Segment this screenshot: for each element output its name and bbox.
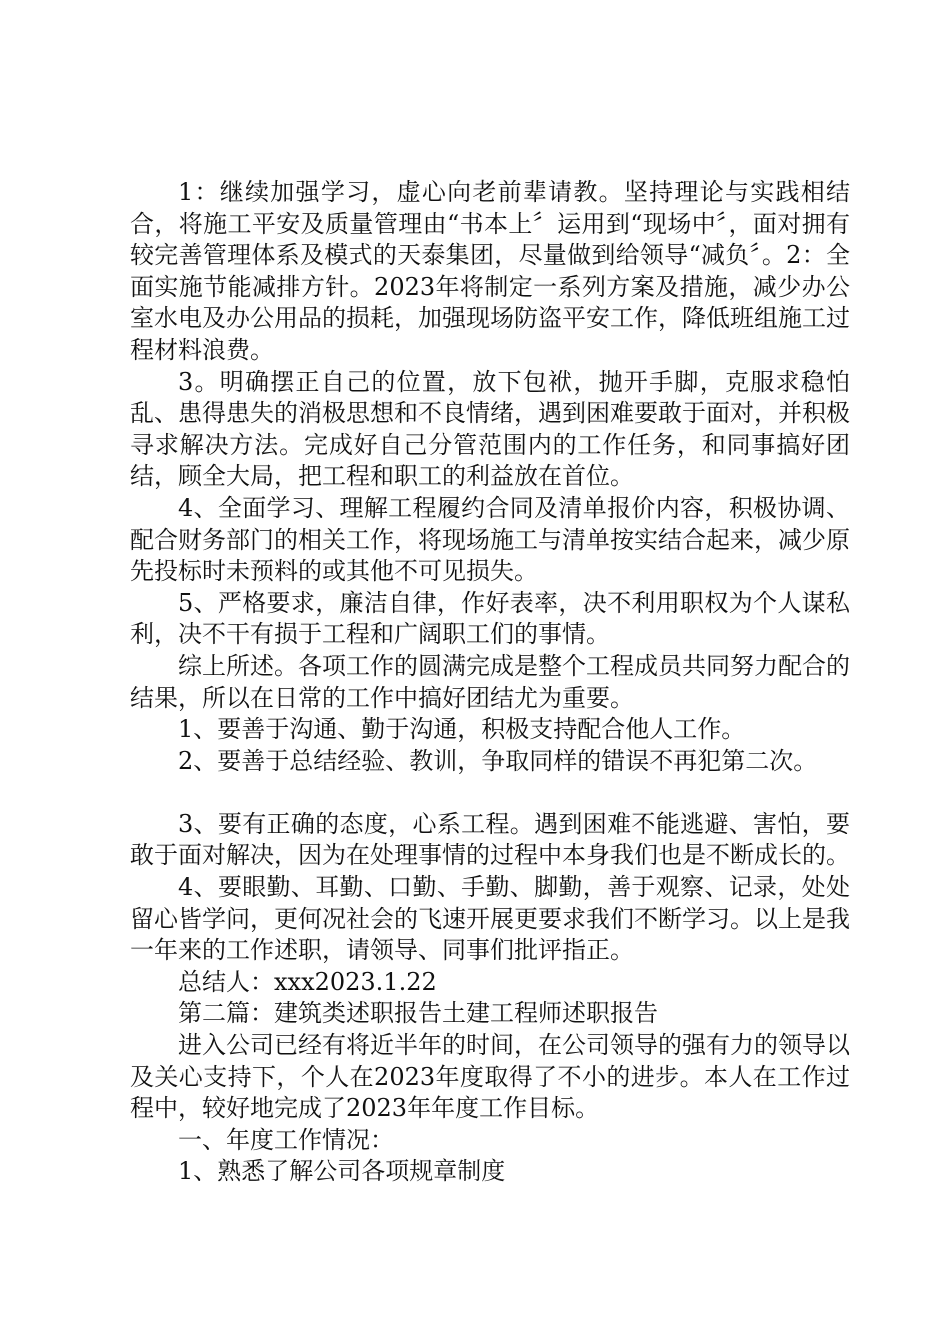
list-item-1: 1、熟悉了解公司各项规章制度 <box>178 1157 506 1186</box>
section-heading: 一、年度工作情况： <box>178 1125 394 1154</box>
section-title: 第二篇：建筑类述职报告土建工程师述职报告 <box>178 999 658 1028</box>
document-body <box>130 177 850 1188</box>
paragraph-7: 2、要善于总结经验、教训，争取同样的错误不再犯第二次。 <box>178 746 818 775</box>
signature-line: 总结人：xxx2023.1.22 <box>178 967 437 996</box>
paragraph-3: 4、全面学习、理解工程履约合同及清单报价内容，积极协调、配合财务部门的相关工作，将现场施工与清单按实结合起来，减少原先投标时未预料的或其他不可见损失。 <box>130 493 850 586</box>
paragraph-5: 综上所述。各项工作的圆满完成是整个工程成员共同努力配合的结果，所以在日常的工作中搞好团结尤为重要。 <box>130 651 850 712</box>
paragraph-10: 进入公司已经有将近半年的时间，在公司领导的强有力的领导以及关心支持下，个人在2023年度取得了不小的进步。本人在工作过程中，较好地完成了2023年年度工作目标。 <box>130 1031 850 1123</box>
paragraph-2: 3。明确摆正自己的位置，放下包袱，抛开手脚，克服求稳怕乱、患得患失的消极思想和不良情绪，遇到困难要敢于面对，并积极寻求解决方法。完成好自己分管范围内的工作任务，和同事搞好团结，顾全大局，把工程和职工的利益放在首位。 <box>130 367 850 491</box>
paragraph-1: 1：继续加强学习，虚心向老前辈请教。坚持理论与实践相结合，将施工平安及质量管理由“书本上〞运用到“现场中〞，面对拥有较完善管理体系及模式的天泰集团，尽量做到给领导“减负〞。2：全面实施节能减排方针。2023年将制定一系列方案及措施，减少办公室水电及办公用品的损耗，加强现场防盗平安工作，降低班组施工过程材料浪费。 <box>130 178 850 364</box>
paragraph-4: 5、严格要求，廉洁自律，作好表率，决不利用职权为个人谋私利，决不干有损于工程和广阔职工们的事情。 <box>130 588 850 649</box>
paragraph-9: 4、要眼勤、耳勤、口勤、手勤、脚勤，善于观察、记录，处处留心皆学问，更何况社会的飞速开展更要求我们不断学习。以上是我一年来的工作述职，请领导、同事们批评指正。 <box>130 873 850 965</box>
paragraph-8: 3、要有正确的态度，心系工程。遇到困难不能逃避、害怕，要敢于面对解决，因为在处理事情的过程中本身我们也是不断成长的。 <box>130 809 850 870</box>
paragraph-gap <box>130 777 850 809</box>
paragraph-6: 1、要善于沟通、勤于沟通，积极支持配合他人工作。 <box>178 715 746 744</box>
